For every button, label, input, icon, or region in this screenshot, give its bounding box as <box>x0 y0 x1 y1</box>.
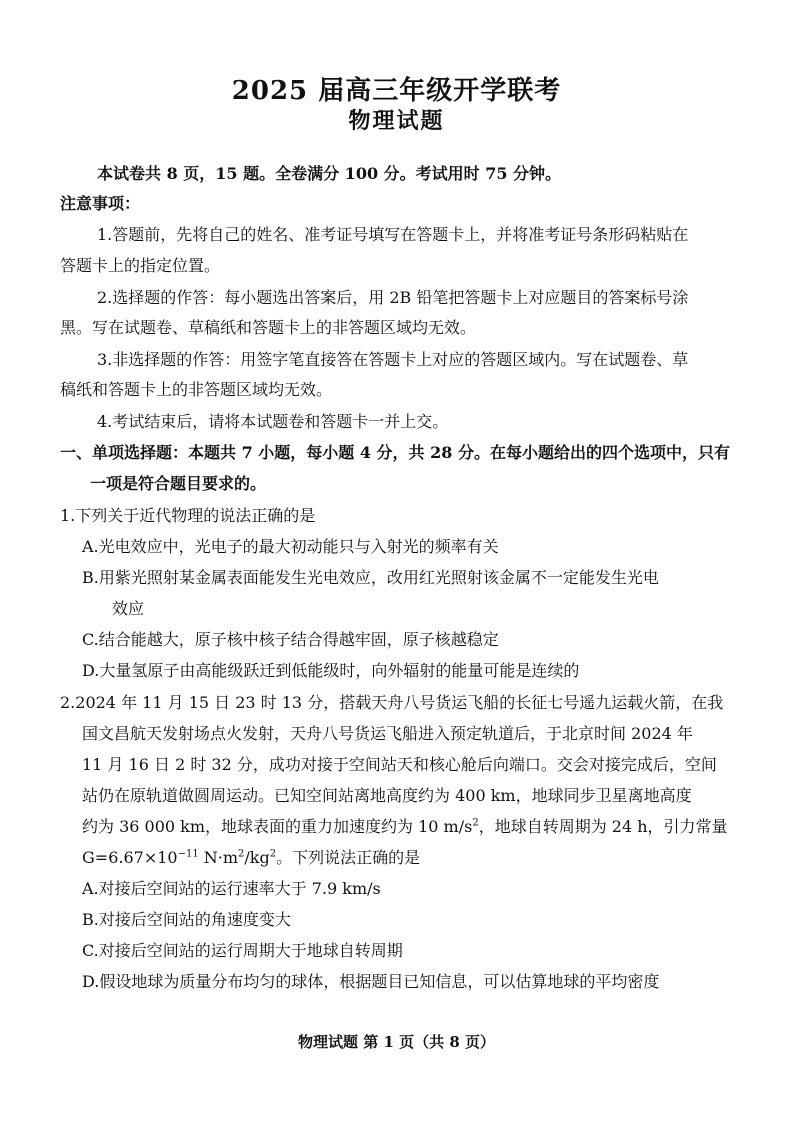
question-1-option-b-cont: 效应 <box>112 599 145 618</box>
stem-text: 约为 36 000 km，地球表面的重力加速度约为 10 m/s <box>82 817 473 836</box>
note-line: 1.答题前，先将自己的姓名、准考证号填写在答题卡上，并将准考证号条形码粘贴在 <box>97 225 689 244</box>
question-2-stem: 国文昌航天发射场点火发射，天舟八号货运飞船进入预定轨道后，于北京时间 2024 年 <box>82 724 693 743</box>
note-line: 2.选择题的作答：每小题选出答案后，用 2B 铅笔把答题卡上对应题目的答案标号涂 <box>97 288 689 307</box>
note-line: 稿纸和答题卡上的非答题区域均无效。 <box>60 380 333 399</box>
question-2-stem: 站仍在原轨道做圆周运动。已知空间站离地高度约为 400 km，地球同步卫星离地高度 <box>82 786 692 805</box>
section-heading: 一、单项选择题：本题共 7 小题，每小题 4 分，共 28 分。在每小题给出的四个选项中，只有 <box>60 443 730 462</box>
question-2-stem-line5 <box>82 817 728 837</box>
question-2-stem-line6 <box>82 848 420 868</box>
question-2-stem: 11 月 16 日 2 时 32 分，成功对接于空间站天和核心舱后向端口。交会对接完成后，空间 <box>82 755 717 774</box>
superscript: −11 <box>177 848 199 860</box>
stem-text: ，地球自转周期为 24 h，引力常量 <box>478 817 728 836</box>
page-footer: 物理试题 第 1 页（共 8 页） <box>298 1033 495 1051</box>
note-line: 3.非选择题的作答：用签字笔直接答在答题卡上对应的答题区域内。写在试题卷、草 <box>97 350 689 369</box>
question-1-option-b: B.用紫光照射某金属表面能发生光电效应，改用红光照射该金属不一定能发生光电 <box>82 568 659 587</box>
superscript: 2 <box>472 817 479 829</box>
question-1-option-c: C.结合能越大，原子核中核子结合得越牢固，原子核越稳定 <box>82 630 499 649</box>
notice-heading: 注意事项： <box>60 194 141 213</box>
page-title: 2025 届高三年级开学联考 <box>231 76 562 106</box>
question-2-stem: 2.2024 年 11 月 15 日 23 时 13 分，搭载天舟八号货运飞船的长征七号遥九运载火箭，在我 <box>60 693 724 712</box>
stem-text: 。下列说法正确的是 <box>276 848 421 867</box>
note-line: 4.考试结束后，请将本试题卷和答题卡一并上交。 <box>97 412 449 431</box>
section-heading-cont: 一项是符合题目要求的。 <box>90 474 267 493</box>
question-2-option-b: B.对接后空间站的角速度变大 <box>82 910 291 929</box>
question-2-option-d: D.假设地球为质量分布均匀的球体，根据题目已知信息，可以估算地球的平均密度 <box>82 972 660 991</box>
question-1-stem: 1.下列关于近代物理的说法正确的是 <box>60 506 316 525</box>
page-subtitle: 物理试题 <box>348 108 445 134</box>
stem-text: /kg <box>244 848 270 867</box>
superscript: 2 <box>238 848 245 860</box>
question-2-option-c: C.对接后空间站的运行周期大于地球自转周期 <box>82 941 403 960</box>
exam-summary: 本试卷共 8 页，15 题。全卷满分 100 分。考试用时 75 分钟。 <box>97 164 562 183</box>
question-1-option-d: D.大量氢原子由高能级跃迁到低能级时，向外辐射的能量可能是连续的 <box>82 661 580 680</box>
question-2-option-a: A.对接后空间站的运行速率大于 7.9 km/s <box>82 879 381 898</box>
note-line: 答题卡上的指定位置。 <box>60 256 221 275</box>
note-line: 黑。写在试题卷、草稿纸和答题卡上的非答题区域均无效。 <box>60 318 477 337</box>
stem-text: N·m <box>198 848 239 867</box>
superscript: 2 <box>269 848 277 860</box>
stem-text: G=6.67×10 <box>82 848 178 867</box>
question-1-option-a: A.光电效应中，光电子的最大初动能只与入射光的频率有关 <box>82 537 499 556</box>
